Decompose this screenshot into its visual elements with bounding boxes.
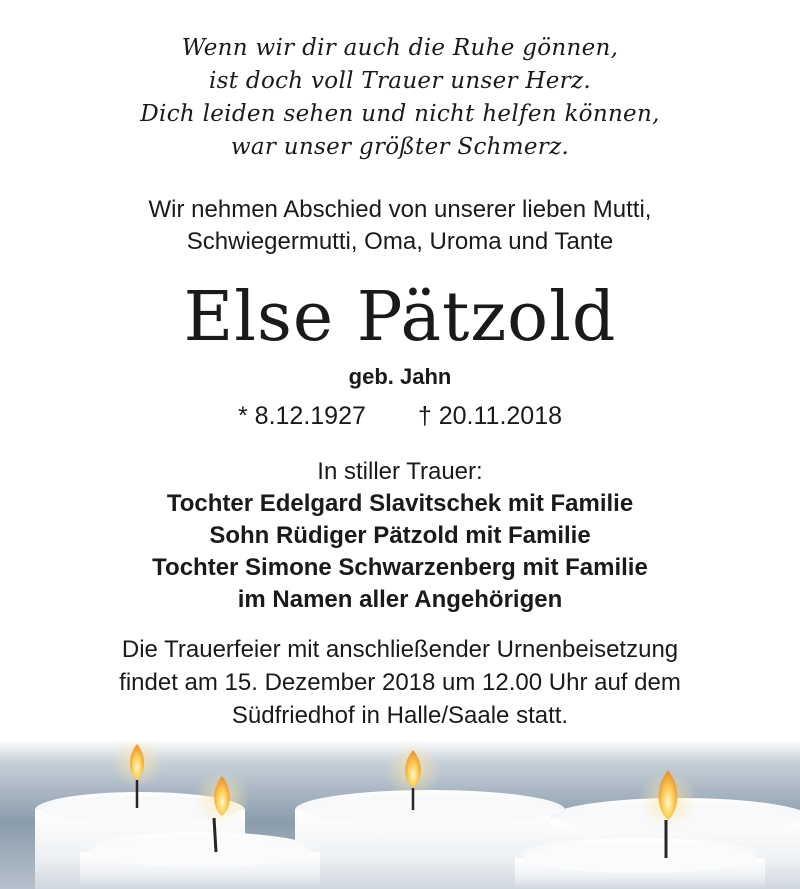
funeral-line: findet am 15. Dezember 2018 um 12.00 Uhr auf dem <box>119 669 681 696</box>
farewell-intro <box>0 194 800 258</box>
mourner-line: im Namen aller Angehörigen <box>237 586 563 613</box>
funeral-info <box>0 633 800 732</box>
candles-photo <box>0 740 800 889</box>
memorial-poem <box>0 32 800 164</box>
poem-line: Dich leiden sehen und nicht helfen können, <box>140 101 660 127</box>
poem-line: Wenn wir dir auch die Ruhe gönnen, <box>181 35 619 61</box>
death-date: † 20.11.2018 <box>417 402 563 430</box>
life-dates <box>0 400 800 432</box>
funeral-line: Die Trauerfeier mit anschließender Urnenbeisetzung <box>121 636 679 663</box>
candle <box>515 838 765 889</box>
funeral-line: Südfriedhof in Halle/Saale statt. <box>231 702 569 729</box>
candle <box>80 832 320 889</box>
intro-line: Schwiegermutti, Oma, Uroma und Tante <box>186 228 614 255</box>
birth-date: * 8.12.1927 <box>237 402 366 430</box>
deceased-name: Else Pätzold <box>183 278 617 357</box>
intro-line: Wir nehmen Abschied von unserer lieben Mutti, <box>148 196 652 223</box>
mourner-line: Tochter Simone Schwarzenberg mit Familie <box>152 554 648 581</box>
maiden-name: geb. Jahn <box>348 364 452 389</box>
poem-line: war unser größter Schmerz. <box>230 134 570 160</box>
mourners-heading: In stiller Trauer: <box>317 458 483 485</box>
poem-line: ist doch voll Trauer unser Herz. <box>209 68 591 94</box>
mourner-line: Tochter Edelgard Slavitschek mit Familie <box>166 490 634 517</box>
mourner-line: Sohn Rüdiger Pätzold mit Familie <box>209 522 591 549</box>
mourners-block <box>0 456 800 616</box>
